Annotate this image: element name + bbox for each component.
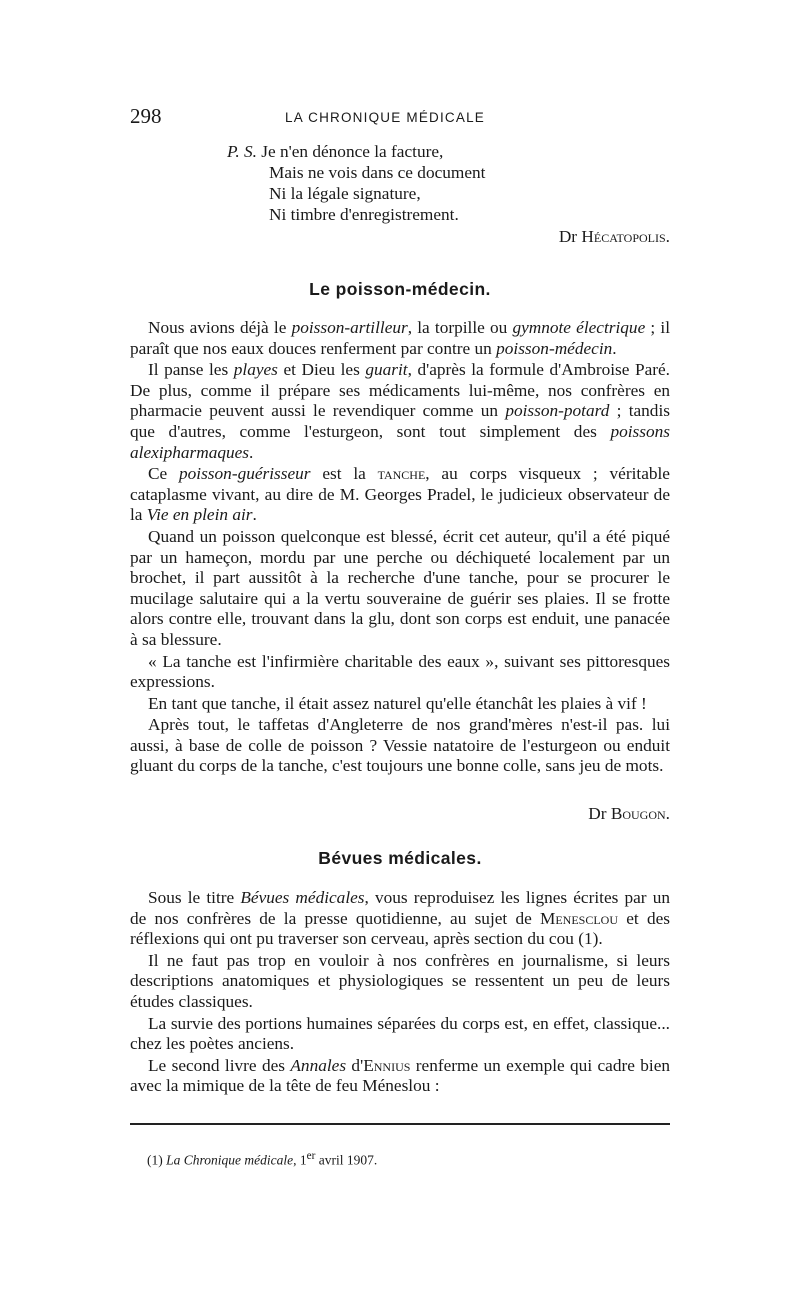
paragraph: Ce poisson-guérisseur est la tanche, au corps visqueux ; véritable cataplasme vivant, au dire de M. Georges Pradel, le judicieux observateur de la Vie en plein air. — [130, 464, 670, 525]
footnote-marker: (1) — [147, 1152, 163, 1168]
paragraph: « La tanche est l'infirmière charitable des eaux », suivant ses pittoresques expressions. — [130, 651, 670, 692]
running-title: LA CHRONIQUE MÉDICALE — [285, 110, 485, 125]
footnote: (1) La Chronique médicale, 1er avril 1907. — [147, 1150, 378, 1168]
paragraph: Sous le titre Bévues médicales, vous reproduisez les lignes écrites par un de nos confrères de la presse quotidienne, au sujet de Menesclou et des réflexions qui ont pu traverser son cerveau, après section du cou (1). — [130, 888, 670, 949]
postscript-marker: P. S. — [227, 142, 257, 161]
paragraph: La survie des portions humaines séparées du corps est, en effet, classique... chez les poètes anciens. — [130, 1013, 670, 1054]
section-title-bevues-medicales: Bévues médicales. — [318, 848, 482, 868]
paragraph: Nous avions déjà le poisson-artilleur, la torpille ou gymnote électrique ; il paraît que nos eaux douces renferment par contre un poisson-médecin. — [130, 318, 670, 358]
paragraph: Il panse les playes et Dieu les guarit, d'après la formule d'Ambroise Paré. De plus, comme il prépare ses médicaments lui-même, nos confrères en pharmacie peuvent aussi le revendiquer comme un poisson-potard ; tandis que d'autres, comme l'esturgeon, sont tout simplement des poissons alexipharmaques. — [130, 360, 670, 462]
verse-line: Ni la légale signature, — [269, 184, 421, 203]
verse-line: Mais ne vois dans ce document — [269, 163, 486, 182]
paragraph: Il ne faut pas trop en vouloir à nos confrères en journalisme, si leurs descriptions anatomiques et physiologiques se ressentent un peu de leurs études classiques. — [130, 950, 670, 1011]
paragraph: En tant que tanche, il était assez naturel qu'elle étanchât les plaies à vif ! — [148, 693, 647, 713]
paragraph: Après tout, le taffetas d'Angleterre de nos grand'mères n'est-il pas. lui aussi, à base de colle de poisson ? Vessie natatoire de l'esturgeon ou enduit gluant du corps de la tanche, c'est toujours une bonne colle, sans jeu de mots. — [130, 715, 670, 776]
verse-line: Ni timbre d'enregistrement. — [269, 205, 459, 224]
signature-hecatopolis: Dr Hécatopolis. — [558, 227, 670, 246]
section-body-bevues-medicales — [130, 888, 670, 1097]
footnote-divider — [130, 1123, 670, 1125]
section-title-poisson-medecin: Le poisson-médecin. — [309, 279, 491, 299]
page-number: 298 — [130, 104, 162, 128]
page-header — [130, 104, 670, 134]
paragraph: Le second livre des Annales d'Ennius renferme un exemple qui cadre bien avec la mimique de la tête de feu Méneslou : — [130, 1055, 671, 1096]
footnote-title: La Chronique médicale — [166, 1152, 294, 1168]
section-body-poisson-medecin — [130, 318, 670, 777]
verse-postscript — [227, 141, 485, 225]
signature-bougon: Dr Bougon. — [588, 804, 670, 823]
paragraph: Quand un poisson quelconque est blessé, écrit cet auteur, qu'il a été piqué par un hameçon, mordu par une perche ou déchiqueté localement par un brochet, il part aussitôt à la recherche d'une tanche, pour se procurer le mucilage salutaire qui a la vertu souveraine de guérir ses plaies. Il se frotte alors contre elle, trouvant dans la glu, dont son corps est enduit, une panacée à sa blessure. — [130, 526, 670, 649]
verse-line: P. S. Je n'en dénonce la facture, — [227, 142, 444, 161]
